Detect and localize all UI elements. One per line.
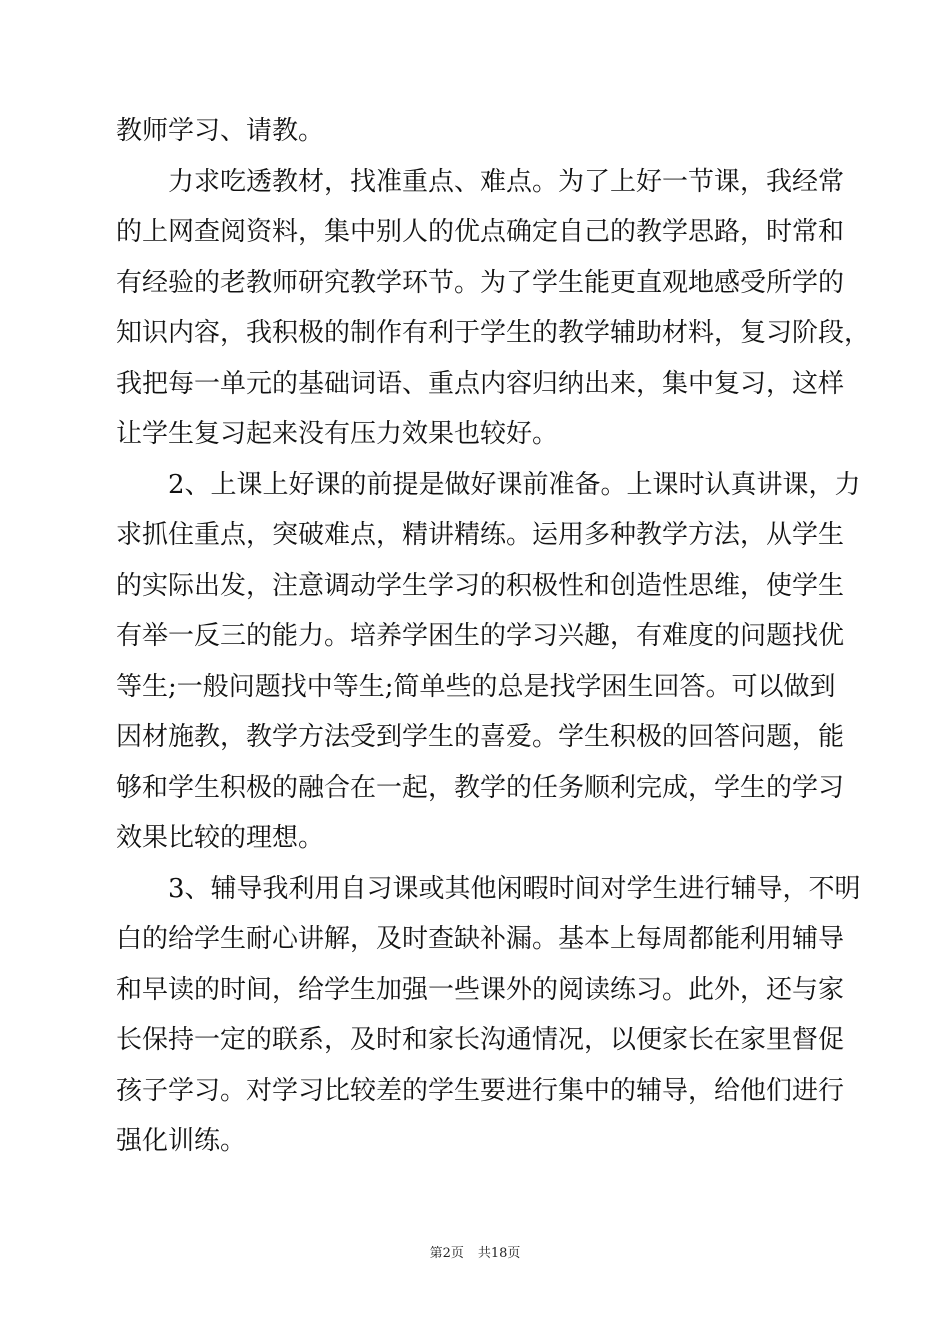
text-line: 的上网查阅资料，集中别人的优点确定自己的教学思路，时常和 <box>116 217 845 247</box>
text-line: 够和学生积极的融合在一起，教学的任务顺利完成，学生的学习 <box>116 772 845 803</box>
text-line: 白的给学生耐心讲解，及时查缺补漏。基本上每周都能利用辅导 <box>116 924 845 954</box>
page-number: 第2页 <box>429 1246 464 1261</box>
text-line: 3、辅导我利用自习课或其他闲暇时间对学生进行辅导，不明 <box>116 873 861 904</box>
text-line: 知识内容，我积极的制作有利于学生的教学辅助材料，复习阶段， <box>116 318 871 348</box>
text-line: 的实际出发，注意调动学生学习的积极性和创造性思维，使学生 <box>116 570 845 601</box>
text-line: 孩子学习。对学习比较差的学生要进行集中的辅导，给他们进行 <box>116 1075 845 1106</box>
text-line: 和早读的时间，给学生加强一些课外的阅读练习。此外，还与家 <box>116 974 845 1005</box>
page-total: 共18页 <box>477 1246 521 1261</box>
text-line: 强化训练。 <box>116 1126 247 1156</box>
text-line: 求抓住重点，突破难点，精讲精练。运用多种教学方法，从学生 <box>116 520 845 550</box>
text-line: 有举一反三的能力。培养学困生的学习兴趣，有难度的问题找优 <box>116 621 845 651</box>
text-line: 力求吃透教材，找准重点、难点。为了上好一节课，我经常 <box>116 166 845 197</box>
text-line: 我把每一单元的基础词语、重点内容归纳出来，集中复习，这样 <box>116 368 845 399</box>
text-line: 效果比较的理想。 <box>116 823 325 853</box>
text-line: 因材施教，教学方法受到学生的喜爱。学生积极的回答问题，能 <box>116 722 845 752</box>
text-line: 让学生复习起来没有压力效果也较好。 <box>116 419 559 449</box>
page-footer <box>0 1246 950 1262</box>
text-line: 有经验的老教师研究教学环节。为了学生能更直观地感受所学的 <box>116 267 845 298</box>
text-line: 等生;一般问题找中等生;简单些的总是找学困生回答。可以做到 <box>116 671 836 702</box>
text-line: 2、上课上好课的前提是做好课前准备。上课时认真讲课，力 <box>116 469 861 500</box>
document-body <box>116 106 871 1167</box>
text-line: 教师学习、请教。 <box>116 116 325 146</box>
text-line: 长保持一定的联系，及时和家长沟通情况，以便家长在家里督促 <box>116 1025 845 1055</box>
